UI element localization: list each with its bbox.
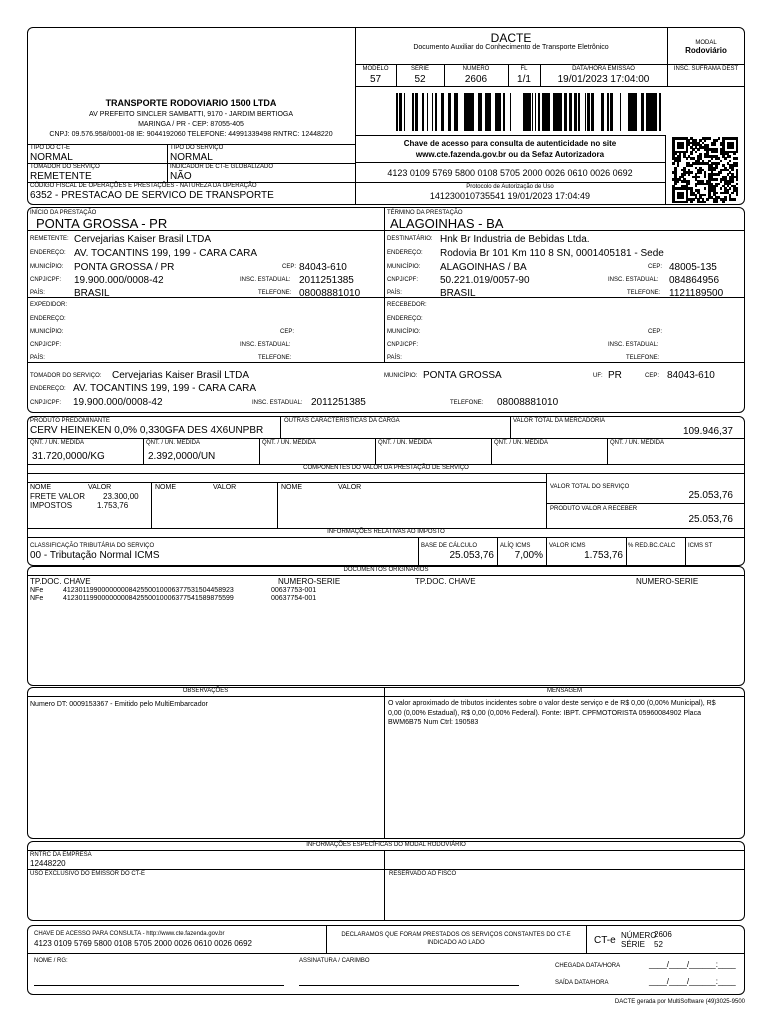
modal-value: Rodoviário: [685, 46, 727, 55]
documentos-title: DOCUMENTOS ORIGINÁRIOS: [343, 567, 429, 573]
tomador-cnpj: 19.900.000/0008-42: [73, 397, 163, 408]
canhoto-numero: 2606: [654, 930, 672, 939]
valor-icms: 1.753,76: [584, 550, 623, 561]
remetente-ie: 2011251385: [299, 275, 354, 286]
data-emissao: 19/01/2023 17:04:00: [557, 74, 650, 85]
numero: 2606: [464, 74, 488, 85]
doc-row-1-tp: NFe: [30, 587, 44, 594]
valor-mercadoria: 109.946,37: [682, 426, 733, 437]
destinatario-endereco: Rodovia Br 101 Km 110 8 SN, 0001405181 - Sede: [440, 248, 664, 259]
emitente-city: MARINGA / PR - CEP: 87055-405: [138, 121, 244, 128]
barcode: [396, 93, 662, 131]
componente-frete-valor: 23.300,00: [103, 492, 139, 501]
remetente-pais: BRASIL: [74, 288, 110, 299]
mensagem-text: O valor aproximado de tributos incidentes sobre o valor deste serviço e de R$ 0,00 (0,00% Municipal), R$ 0,00 (0,00% Estadual), R$ 0,00 (0,00% Federal). Fonte: IBPT. CPFMOTORISTA 05960084902 Placa BWM6B75 Num Ctrl: 190583: [388, 700, 716, 726]
valor-total-servico: 25.053,76: [688, 490, 733, 501]
destinatario-ie: 084864956: [669, 275, 720, 286]
doc-row-2-num: 00637754-001: [271, 595, 317, 602]
modal-box: [27, 841, 745, 921]
tomador-uf: PR: [608, 370, 622, 381]
imposto-title: INFORMAÇÕES RELATIVAS AO IMPOSTO: [327, 529, 445, 535]
tomador-telefone: 08008881010: [497, 397, 559, 408]
saida-blank: ____/____/______:____: [649, 977, 736, 986]
chegada-blank: ____/____/______:____: [649, 960, 736, 969]
doc-row-2-chave: 41230119900000000842550010006377541589875599: [63, 595, 234, 602]
componentes-title: COMPONENTES DO VALOR DA PRESTAÇÃO DE SERVIÇO: [303, 465, 469, 471]
tomador-municipio: PONTA GROSSA: [423, 370, 502, 381]
produto-predominante: CERV HEINEKEN 0,0% 0,330GFA DES 4X6UNPBR: [30, 425, 264, 436]
serie: 52: [414, 74, 426, 85]
emitente-name: TRANSPORTE RODOVIARIO 1500 LTDA: [105, 98, 277, 108]
modelo: 57: [369, 74, 382, 85]
chave-consulta-text: Chave de acesso para consulta de autenticidade no site: [403, 139, 617, 148]
destinatario-telefone: 1121189500: [669, 288, 724, 299]
canhoto-chave: 4123 0109 5769 5800 0108 5705 2000 0026 0610 0026 0692: [34, 939, 252, 948]
valor-a-receber: 25.053,76: [688, 514, 733, 525]
tipo-servico: NORMAL: [170, 152, 213, 163]
dacte-subtitle: Documento Auxiliar do Conhecimento de Transporte Eletrônico: [413, 44, 609, 51]
emitente-ids: CNPJ: 09.576.958/0001-08 IE: 9044192060 TELEFONE: 44991339498 RNTRC: 12448220: [49, 131, 333, 138]
doc-row-1-num: 00637753-001: [271, 587, 317, 594]
remetente-name: Cervejarias Kaiser Brasil LTDA: [74, 234, 212, 245]
observacoes-text: Numero DT: 0009153367 - Emitido pelo MultiEmbarcador: [30, 701, 208, 708]
remetente-endereco: AV. TOCANTINS 199, 199 - CARA CARA: [74, 248, 258, 259]
dacte-title: DACTE: [490, 31, 532, 45]
doc-row-1-chave: 41230119900000000842550010006377531504458923: [63, 587, 234, 594]
destinatario-cep: 48005-135: [669, 262, 717, 273]
indicador-globalizado: NÃO: [170, 171, 192, 182]
folha: 1/1: [517, 74, 531, 85]
emitente-address: AV PREFEITO SINCLER SAMBATTI, 9170 - JARDIM BERTIOGA: [88, 111, 294, 118]
destinatario-pais: BRASIL: [440, 288, 476, 299]
remetente-municipio: PONTA GROSSA / PR: [74, 262, 175, 273]
classificacao-tributaria: 00 - Tributação Normal ICMS: [30, 550, 160, 561]
tomador-tipo: REMETENTE: [30, 171, 92, 182]
destinatario-cnpj: 50.221.019/0057-90: [440, 275, 530, 286]
termino-prestacao: ALAGOINHAS - BA: [390, 216, 504, 231]
tomador-cep: 84043-610: [667, 370, 715, 381]
cfop: 6352 - PRESTACAO DE SERVICO DE TRANSPORTE: [30, 190, 274, 201]
footer-text: DACTE gerada por MultiSoftware (49)3025-9500: [614, 999, 745, 1005]
tomador-name: Cervejarias Kaiser Brasil LTDA: [112, 370, 250, 381]
tomador-endereco: AV. TOCANTINS 199, 199 - CARA CARA: [73, 383, 257, 394]
destinatario-municipio: ALAGOINHAS / BA: [440, 262, 527, 273]
chave-site: www.cte.fazenda.gov.br ou da Sefaz Autorizadora: [415, 150, 605, 159]
tipo-cte: NORMAL: [30, 152, 73, 163]
aliquota-icms: 7,00%: [514, 550, 543, 561]
chave-acesso: 4123 0109 5769 5800 0108 5705 2000 0026 0610 0026 0692: [387, 168, 633, 178]
remetente-cnpj: 19.900.000/0008-42: [74, 275, 164, 286]
quantidade-un: 2.392,0000/UN: [148, 451, 216, 462]
remetente-telefone: 08008881010: [299, 288, 361, 299]
qr-code: [672, 137, 738, 203]
remetente-cep: 84043-610: [299, 262, 347, 273]
canhoto-serie: 52: [654, 940, 663, 949]
quantidade-kg: 31.720,0000/KG: [32, 451, 105, 462]
doc-row-2-tp: NFe: [30, 595, 44, 602]
base-calculo: 25.053,76: [449, 550, 494, 561]
destinatario-name: Hnk Br Industria de Bebidas Ltda.: [440, 234, 590, 245]
inicio-prestacao: PONTA GROSSA - PR: [36, 216, 168, 231]
tomador-ie: 2011251385: [311, 397, 366, 408]
componente-impostos-nome: IMPOSTOS: [30, 501, 73, 510]
protocolo: 141230010735541 19/01/2023 17:04:49: [429, 191, 591, 201]
rntrc: 12448220: [30, 859, 66, 868]
componente-frete-nome: FRETE VALOR: [30, 492, 85, 501]
componente-impostos-valor: 1.753,76: [97, 501, 129, 510]
canhoto-declaramos: DECLARAMOS QUE FORAM PRESTADOS OS SERVIÇOS CONSTANTES DO CT-E INDICADO AO LADO: [341, 932, 571, 946]
